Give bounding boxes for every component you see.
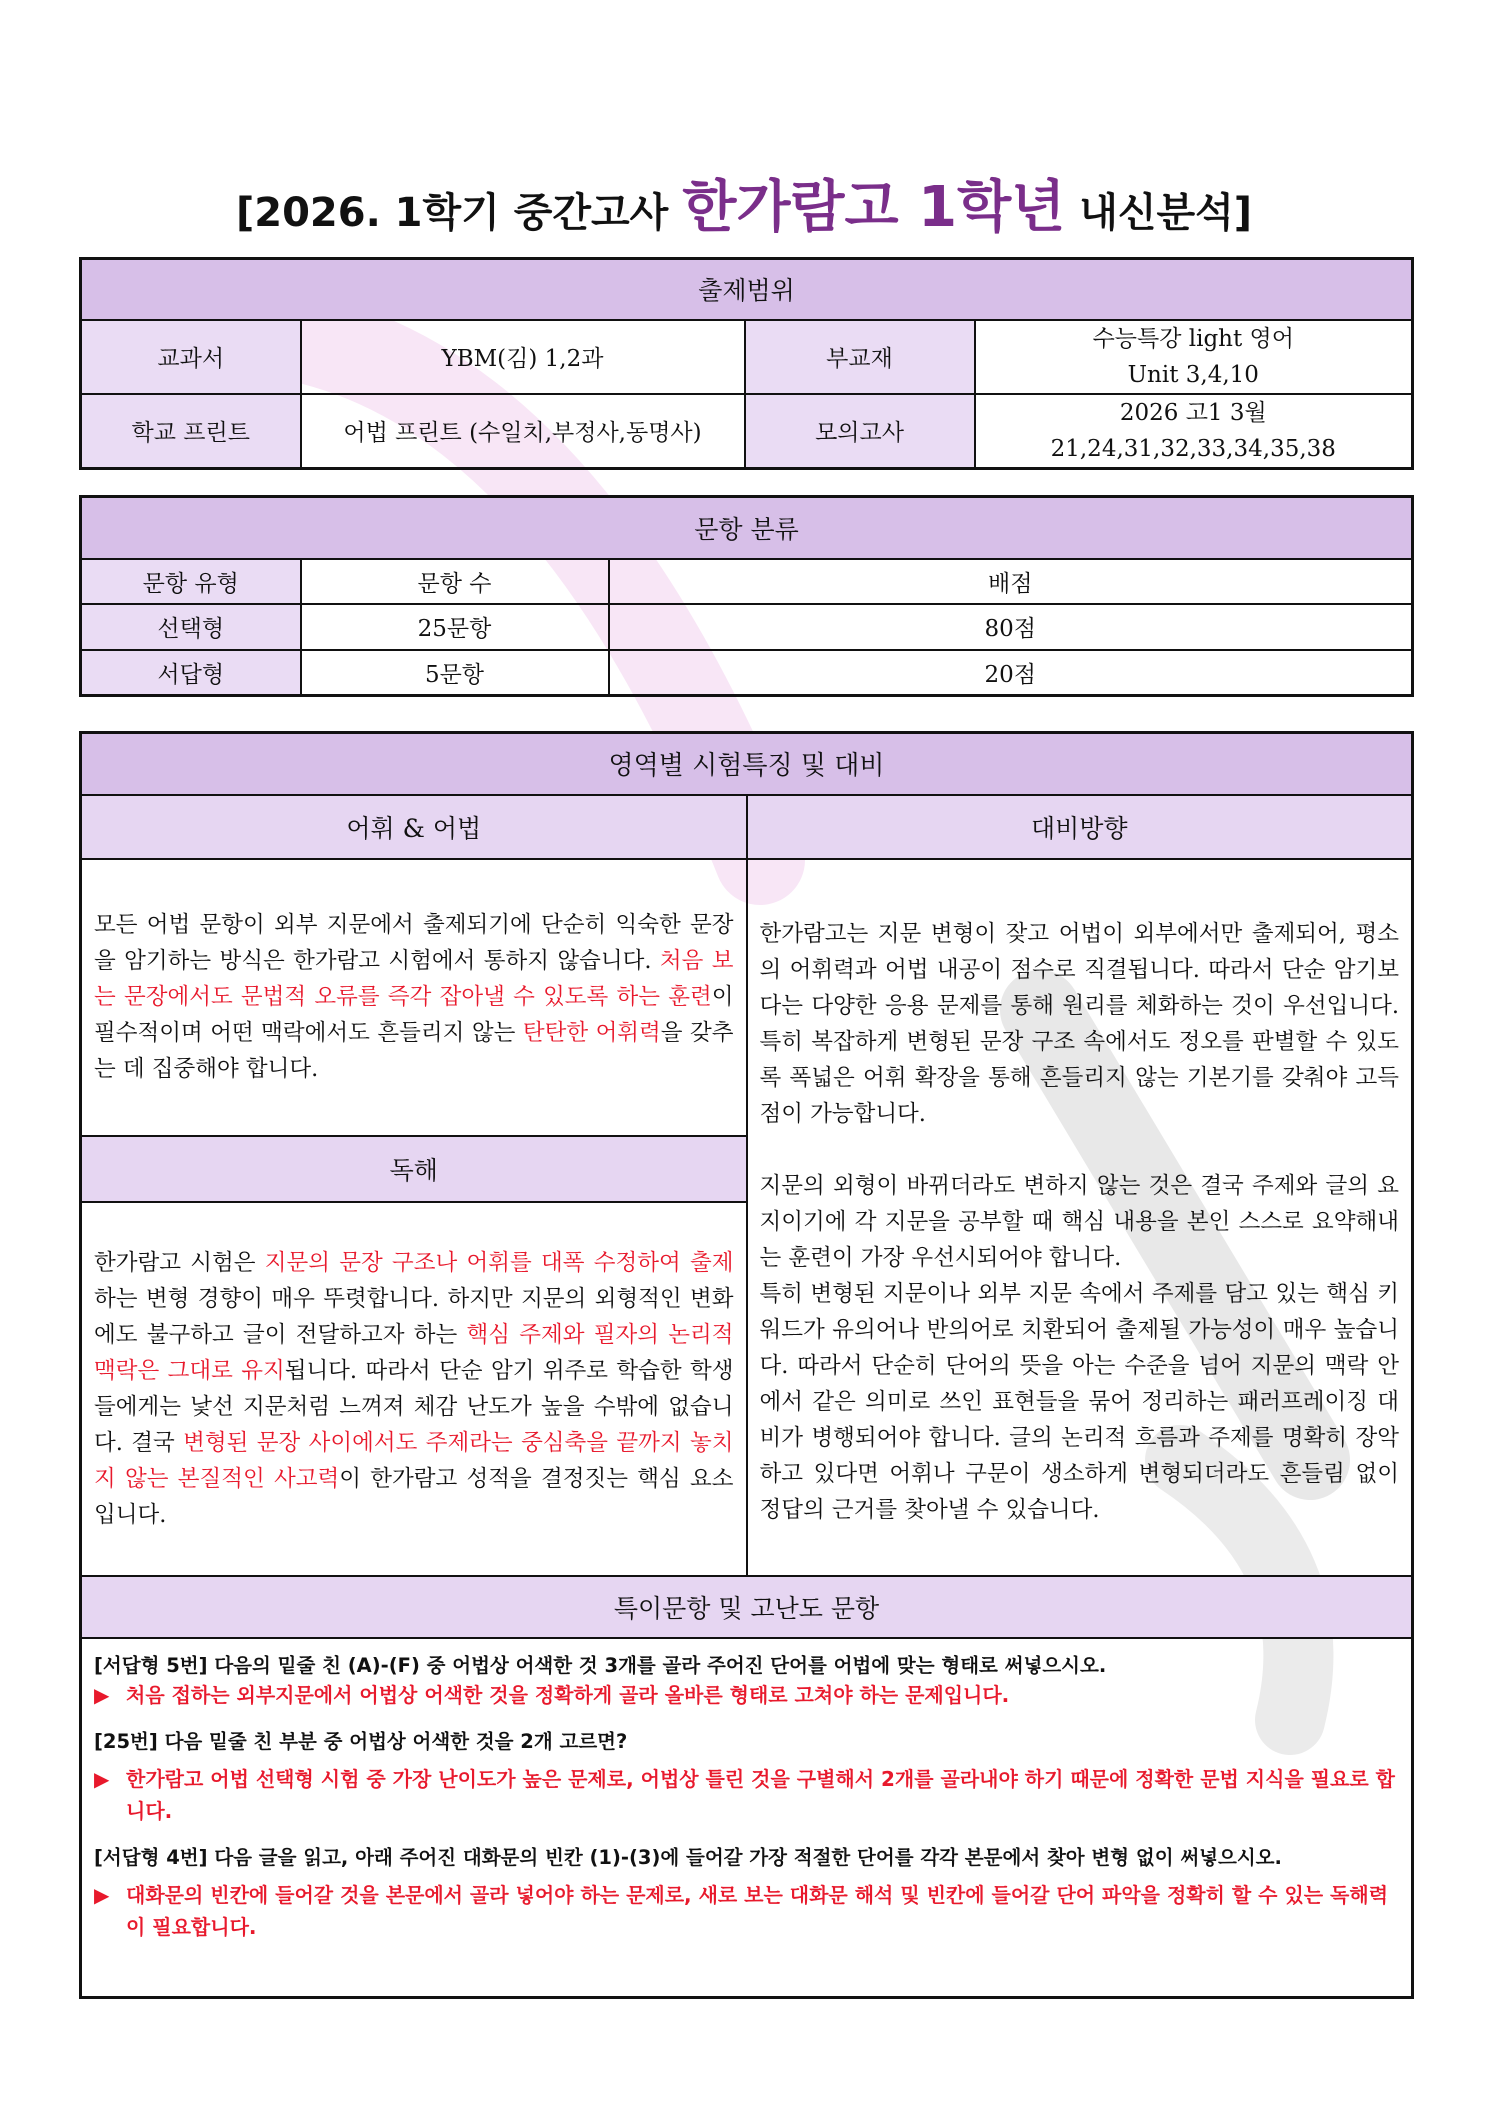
col-type-header: 문항 유형 (81, 559, 301, 604)
vocab-grammar-header: 어휘 & 어법 (81, 795, 747, 859)
reading-text: 한가람고 시험은 지문의 문장 구조나 어휘를 대폭 수정하여 출제하는 변형 경향이 매우 뚜렷합니다. 하지만 지문의 외형적인 변화에도 불구하고 글이 전달하고자 하는 핵심 주제와 필자의 논리적 맥락은 그대로 유지됩니다. 따라서 단순 암기 위주로 학습한 학생들에게는 낯선 지문처럼 느껴져 체감 난도가 높을 수밖에 없습니다. 결국 변형된 문장 사이에서도 주제라는 중심축을 끝까지 놓치지 않는 본질적인 사고력이 한가람고 성적을 결정짓는 핵심 요소입니다. (81, 1202, 747, 1576)
special-question: [서답형 4번] 다음 글을 읽고, 아래 주어진 대화문의 빈칸 (1)-(3)에 들어갈 가장 적절한 단어를 각각 본문에서 찾아 변형 없이 써넣으시오. (94, 1845, 1282, 1869)
special-questions (81, 1638, 1413, 1998)
mock-exam-value: 2026 고1 3월 21,24,31,32,33,34,35,38 (975, 394, 1413, 469)
reading-header: 독해 (81, 1136, 747, 1202)
special-header: 특이문항 및 고난도 문항 (81, 1576, 1413, 1638)
scope-header: 출제범위 (81, 259, 1413, 320)
row-score: 20점 (609, 650, 1413, 696)
row-type: 서답형 (81, 650, 301, 696)
mock-exam-label: 모의고사 (745, 394, 975, 469)
special-answer: ▶ 처음 접하는 외부지문에서 어법상 어색한 것을 정확하게 골라 올바른 형태로 고쳐야 하는 문제입니다. (94, 1679, 1397, 1711)
sub-textbook-label: 부교재 (745, 320, 975, 394)
features-table (79, 731, 1414, 1999)
special-answer: ▶ 대화문의 빈칸에 들어갈 것을 본문에서 골라 넣어야 하는 문제로, 새로 보는 대화문 해석 및 빈칸에 들어갈 단어 파악을 정확히 할 수 있는 독해력이 필요합니다. (94, 1879, 1397, 1943)
vocab-grammar-text: 모든 어법 문항이 외부 지문에서 출제되기에 단순히 익숙한 문장을 암기하는 방식은 한가람고 시험에서 통하지 않습니다. 처음 보는 문장에서도 문법적 오류를 즉각 잡아낼 수 있도록 하는 훈련이 필수적이며 어떤 맥락에서도 흔들리지 않는 탄탄한 어휘력을 갖추는 데 집중해야 합니다. (81, 859, 747, 1136)
textbook-label: 교과서 (81, 320, 301, 394)
school-print-label: 학교 프린트 (81, 394, 301, 469)
special-answer: ▶ 한가람고 어법 선택형 시험 중 가장 난이도가 높은 문제로, 어법상 틀린 것을 구별해서 2개를 골라내야 하기 때문에 정확한 문법 지식을 필요로 합니다. (94, 1763, 1397, 1827)
special-question: [서답형 5번] 다음의 밑줄 친 (A)-(F) 중 어법상 어색한 것 3개를 골라 주어진 단어를 어법에 맞는 형태로 써넣으시오. (94, 1653, 1107, 1677)
textbook-value: YBM(김) 1,2과 (301, 320, 745, 394)
grade-label: 1학년 (898, 175, 1066, 240)
row-count: 25문항 (301, 604, 609, 650)
sub-textbook-value: 수능특강 light 영어 Unit 3,4,10 (975, 320, 1413, 394)
table-row (81, 650, 1413, 696)
school-name: 한가람고 (682, 175, 899, 240)
col-score-header: 배점 (609, 559, 1413, 604)
preparation-text: 한가람고는 지문 변형이 잦고 어법이 외부에서만 출제되어, 평소의 어휘력과 어법 내공이 점수로 직결됩니다. 따라서 단순 암기보다는 다양한 응용 문제를 통해 원리를 체화하는 것이 우선입니다. 특히 복잡하게 변형된 문장 구조 속에서도 정오를 판별할 수 있도록 폭넓은 어휘 확장을 통해 흔들리지 않는 기본기를 갖춰야 고득점이 가능합니다. 지문의 외형이 바뀌더라도 변하지 않는 것은 결국 주제와 글의 요지이기에 각 지문을 공부할 때 핵심 내용을 본인 스스로 요약해내는 훈련이 가장 우선시되어야 합니다. 특히 변형된 지문이나 외부 지문 속에서 주제를 담고 있는 핵심 키워드가 유의어나 반의어로 치환되어 출제될 가능성이 매우 높습니다. 따라서 단순히 단어의 뜻을 아는 수준을 넘어 지문의 맥락 안에서 같은 의미로 쓰인 표현들을 묶어 정리하는 패러프레이징 대비가 병행되어야 합니다. 글의 논리적 흐름과 주제를 명확히 장악하고 있다면 어휘나 구문이 생소하게 변형되더라도 흔들림 없이 정답의 근거를 찾아낼 수 있습니다. (747, 859, 1413, 1576)
arrow-icon: ▶ (94, 1682, 110, 1707)
table-row (81, 604, 1413, 650)
scope-table (79, 257, 1414, 470)
classification-table (79, 495, 1414, 697)
school-print-value: 어법 프린트 (수일치,부정사,동명사) (301, 394, 745, 469)
col-count-header: 문항 수 (301, 559, 609, 604)
preparation-header: 대비방향 (747, 795, 1413, 859)
classification-header: 문항 분류 (81, 497, 1413, 559)
arrow-icon: ▶ (94, 1766, 110, 1791)
page-title: [2026. 1학기 중간고사 한가람고 1학년 내신분석] (235, 175, 1253, 240)
row-count: 5문항 (301, 650, 609, 696)
row-score: 80점 (609, 604, 1413, 650)
row-type: 선택형 (81, 604, 301, 650)
special-question: [25번] 다음 밑줄 친 부분 중 어법상 어색한 것을 2개 고르면? (94, 1729, 628, 1753)
features-header: 영역별 시험특징 및 대비 (81, 733, 1413, 795)
arrow-icon: ▶ (94, 1882, 110, 1907)
